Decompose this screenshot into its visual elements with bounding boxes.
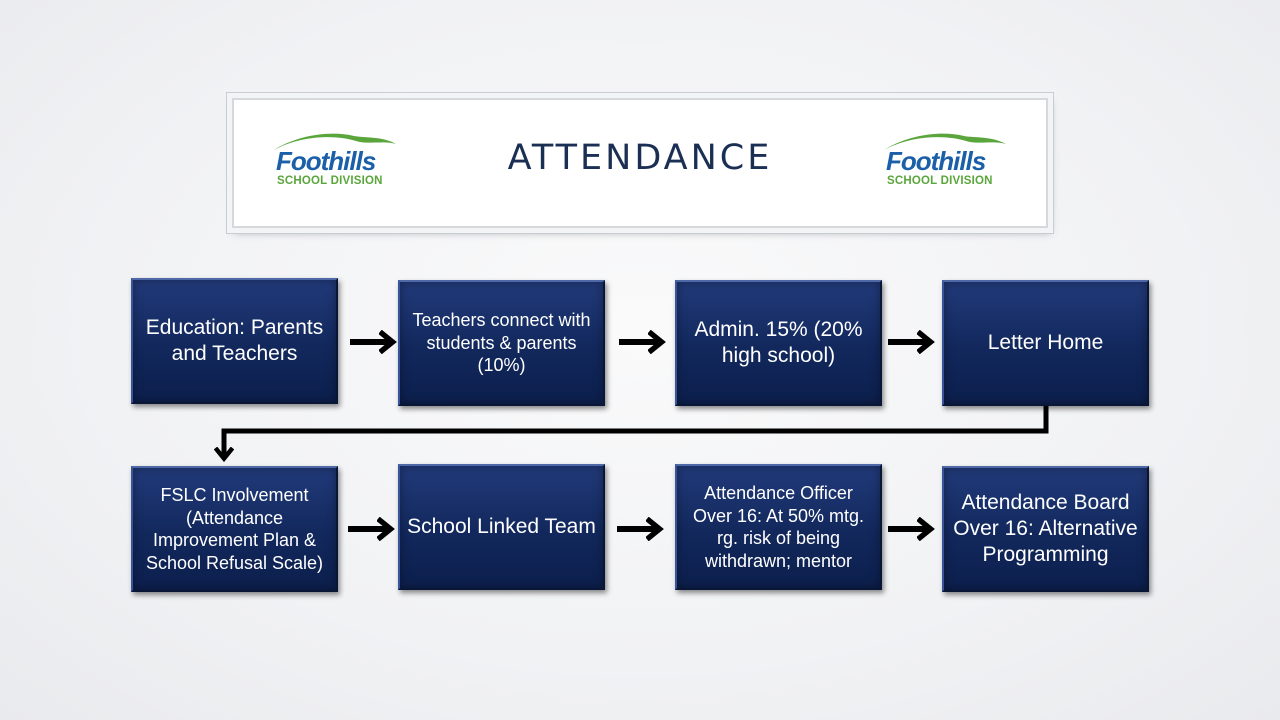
step-attendance-officer-box (675, 464, 882, 590)
logo-name: Foothills (886, 146, 986, 176)
step-label: Attendance Officer Over 16: At 50% mtg. rg. risk of being withdrawn; mentor (692, 483, 865, 571)
step-fslc-box (131, 466, 338, 592)
step-label: Teachers connect with students & parents (10%) (412, 310, 591, 376)
logo-subtitle: SCHOOL DIVISION (887, 175, 993, 187)
step-teachers-connect-box (398, 280, 605, 406)
step-label: Attendance Board Over 16: Alternative Programming (953, 490, 1138, 567)
arrow-step4-to-step5 (224, 404, 1046, 458)
step-label: FSLC Involvement (Attendance Improvement Plan & School Refusal Scale) (145, 485, 324, 573)
step-label: Admin. 15% (20% high school) (694, 317, 863, 367)
logo-name: Foothills (276, 146, 376, 176)
step-school-linked-team-box (398, 464, 605, 590)
page-title: ATTENDANCE (507, 138, 773, 178)
step-admin-box (675, 280, 882, 406)
step-label: Education: Parents and Teachers (145, 315, 324, 365)
step-attendance-board-box (942, 466, 1149, 592)
step-label: School Linked Team (407, 514, 596, 538)
logo-subtitle: SCHOOL DIVISION (277, 175, 383, 187)
step-education-box (131, 278, 338, 404)
step-label: Letter Home (987, 330, 1104, 354)
step-letter-home-box (942, 280, 1149, 406)
